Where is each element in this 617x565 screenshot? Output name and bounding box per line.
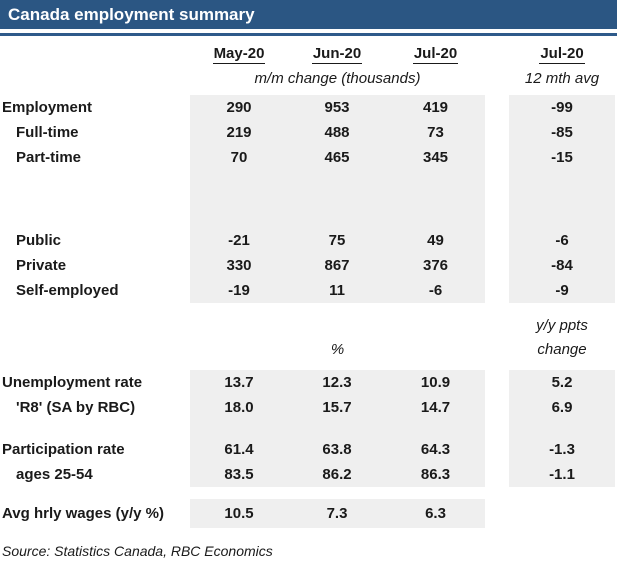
cell-value: 63.8 <box>288 437 386 462</box>
cell-value: 15.7 <box>288 395 386 420</box>
cell-value: 73 <box>386 120 485 145</box>
band-spacer <box>0 170 617 228</box>
cell-value: -21 <box>190 228 288 253</box>
unit-subheader-row <box>0 65 617 91</box>
column-header-jul20-avg: Jul-20 <box>540 44 584 62</box>
cell-value: 465 <box>288 145 386 170</box>
row-label: Full-time <box>16 124 79 141</box>
table-row-public <box>0 228 617 253</box>
row-label: Part-time <box>16 149 82 166</box>
cell-value: -99 <box>509 95 615 120</box>
row-label: Self-employed <box>16 282 119 299</box>
cell-value: 64.3 <box>386 437 485 462</box>
section2-header-row1 <box>0 314 617 336</box>
cell-value: 345 <box>386 145 485 170</box>
row-label: Employment <box>2 99 93 116</box>
cell-value: 83.5 <box>190 462 288 487</box>
cell-value: -19 <box>190 278 288 303</box>
row-label: Public <box>16 232 62 249</box>
row-label: Private <box>16 257 67 274</box>
cell-value: 70 <box>190 145 288 170</box>
spacer-cell <box>509 170 615 228</box>
spacer-cell <box>509 420 615 437</box>
table-row-employment <box>0 95 617 120</box>
title-bar <box>0 0 617 29</box>
cell-value: 290 <box>190 95 288 120</box>
cell-value: 13.7 <box>190 370 288 395</box>
row-label: Participation rate <box>2 441 125 458</box>
row-label: 'R8' (SA by RBC) <box>16 399 136 416</box>
cell-value: -6 <box>509 228 615 253</box>
row-label: ages 25-54 <box>16 466 93 483</box>
cell-value: 330 <box>190 253 288 278</box>
cell-value: -6 <box>386 278 485 303</box>
unit-subheader-mid: m/m change (thousands) <box>254 69 421 87</box>
cell-value: 10.5 <box>190 499 288 528</box>
column-header-may20: May-20 <box>213 44 265 62</box>
section2-header-row2 <box>0 336 617 362</box>
table-row-full-time <box>0 120 617 145</box>
source-note: Source: Statistics Canada, RBC Economics <box>2 543 273 559</box>
spacer-cell <box>190 170 485 228</box>
section2-avg-unit-line1: y/y ppts <box>536 316 588 334</box>
cell-value: 376 <box>386 253 485 278</box>
table-row-private <box>0 253 617 278</box>
table-row-part-time <box>0 145 617 170</box>
cell-value: 12.3 <box>288 370 386 395</box>
section2-mid-unit: % <box>330 340 345 358</box>
cell-value: 953 <box>288 95 386 120</box>
cell-value: 11 <box>288 278 386 303</box>
row-label: Unemployment rate <box>2 374 143 391</box>
page-title: Canada employment summary <box>8 5 255 24</box>
cell-value: 14.7 <box>386 395 485 420</box>
cell-value: 6.9 <box>509 395 615 420</box>
band-spacer <box>0 420 617 437</box>
cell-value: 7.3 <box>288 499 386 528</box>
column-header-jun20: Jun-20 <box>312 44 362 62</box>
cell-value: 488 <box>288 120 386 145</box>
table-row-unemployment-rate <box>0 370 617 395</box>
title-rule <box>0 33 617 36</box>
section2-avg-unit-line2: change <box>537 340 587 358</box>
column-header-row <box>0 43 617 65</box>
table-row-ages-25-54 <box>0 462 617 487</box>
cell-value: -1.3 <box>509 437 615 462</box>
cell-value: 61.4 <box>190 437 288 462</box>
table-row-participation-rate <box>0 437 617 462</box>
cell-value: 419 <box>386 95 485 120</box>
table-row-avg-hrly-wages <box>0 499 617 528</box>
table-row-self-employed <box>0 278 617 303</box>
spacer-cell <box>190 420 485 437</box>
unit-subheader-avg: 12 mth avg <box>524 69 600 87</box>
cell-value: 86.2 <box>288 462 386 487</box>
cell-value: -85 <box>509 120 615 145</box>
cell-value: -1.1 <box>509 462 615 487</box>
cell-value: 10.9 <box>386 370 485 395</box>
cell-value: 75 <box>288 228 386 253</box>
cell-value: 49 <box>386 228 485 253</box>
cell-value: 219 <box>190 120 288 145</box>
cell-value: 5.2 <box>509 370 615 395</box>
cell-value: 867 <box>288 253 386 278</box>
cell-value: 86.3 <box>386 462 485 487</box>
column-header-jul20: Jul-20 <box>413 44 458 62</box>
cell-value: 18.0 <box>190 395 288 420</box>
cell-value: -84 <box>509 253 615 278</box>
cell-value: -9 <box>509 278 615 303</box>
table-row-r8 <box>0 395 617 420</box>
cell-value: 6.3 <box>386 499 485 528</box>
cell-value: -15 <box>509 145 615 170</box>
row-label: Avg hrly wages (y/y %) <box>2 505 164 522</box>
